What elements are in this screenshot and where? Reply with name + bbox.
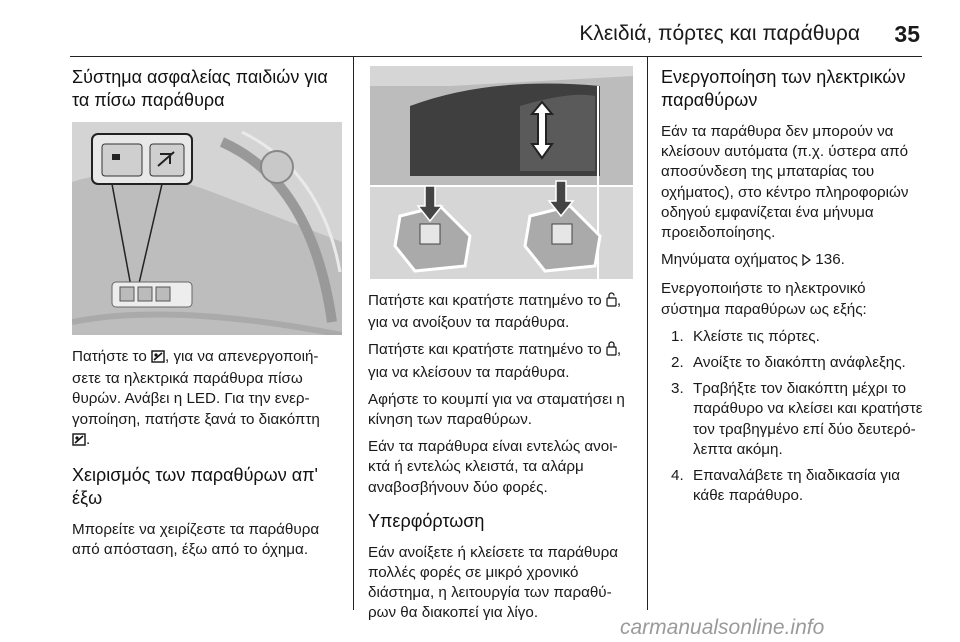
child-lock-heading: Σύστημα ασφαλείας παιδιών για τα πίσω παράθυρα <box>72 67 328 110</box>
list-item: 3. Τραβήξτε τον διακόπτη μέχρι το παράθυρο να κλείσει και κρατήστε τον τραβηγμένο επί δύο δευτερό‐ λεπτα ακόμη. <box>671 380 923 458</box>
column-divider-1 <box>353 57 354 610</box>
close-windows-instruction: Πατήστε και κρατήστε πατημένο το , για να κλείσουν τα παράθυρα. <box>368 341 622 381</box>
open-windows-instruction: Πατήστε και κρατήστε πατημένο το , για να ανοίξουν τα παράθυρα. <box>368 292 622 332</box>
watermark: carmanualsonline.info <box>620 616 825 639</box>
column-divider-2 <box>647 57 648 610</box>
page-header-title: Κλειδιά, πόρτες και παράθυρα <box>579 22 860 45</box>
vehicle-messages-reference: Μηνύματα οχήματος 136. <box>661 250 927 272</box>
list-item: 2. Ανοίξτε το διακόπτη ανάφλεξης. <box>671 354 906 372</box>
remote-key-illustration <box>370 66 633 279</box>
column-3 <box>661 66 927 512</box>
remote-operation-heading: Χειρισμός των παραθύρων απ' έξω <box>72 465 318 509</box>
column-2 <box>368 66 636 631</box>
alarm-flash-text: Εάν τα παράθυρα είναι εντελώς ανοι‐ κτά ή εντελώς κλειστά, τα αλάρμ αναβοσβήνουν δύο φορές. <box>368 438 618 496</box>
overload-heading: Υπερφόρτωση <box>368 510 485 531</box>
activation-intro: Εάν τα παράθυρα δεν μπορούν να κλείσουν αυτόματα (π.χ. ύστερα από αποσύνδεση της μπαταρίας του οχήματος), στο κέντρο πληροφοριών οδηγού εμφανίζεται ένα μήνυμα προειδοποίησης. <box>661 123 909 242</box>
activation-steps-list <box>661 327 927 507</box>
column-1 <box>72 66 342 567</box>
list-item: 1. Κλείστε τις πόρτες. <box>671 327 820 345</box>
release-button-text: Αφήστε το κουμπί για να σταματήσει η κίνηση των παραθύρων. <box>368 390 625 429</box>
activation-steps-intro: Ενεργοποιήστε το ηλεκτρονικό σύστημα παραθύρων ως εξής: <box>661 280 867 318</box>
activation-heading: Ενεργοποίηση των ηλεκτρικών παραθύρων <box>661 67 906 110</box>
child-lock-window-icon <box>151 349 165 369</box>
lock-key-icon <box>606 341 617 362</box>
page-number: 35 <box>894 21 920 47</box>
page-reference-arrow-icon <box>802 252 811 272</box>
unlock-key-icon <box>606 292 617 313</box>
list-item: 4. Επαναλάβετε τη διαδικασία για κάθε παράθυρο. <box>671 467 900 505</box>
child-lock-window-icon <box>72 432 86 452</box>
door-switch-illustration <box>72 122 342 335</box>
remote-operation-text: Μπορείτε να χειρίζεστε τα παράθυρα από απόσταση, έξω από το όχημα. <box>72 521 320 559</box>
child-lock-instruction: Πατήστε το , για να απενεργοποιή‐ σετε τα ηλεκτρικά παράθυρα πίσω θυρών. Ανάβει η LED. Για την ενερ‐ γοποίηση, πατήστε ξανά το διακόπτη . <box>72 347 342 452</box>
door-switch-figure <box>72 122 342 335</box>
header-divider <box>70 56 922 57</box>
overload-text: Εάν ανοίξετε ή κλείσετε τα παράθυρα πολλές φορές σε μικρό χρονικό διάστημα, η λειτουργία των παραθύ‐ ρων θα διακοπεί για λίγο. <box>368 543 619 622</box>
remote-key-figure <box>370 66 633 279</box>
